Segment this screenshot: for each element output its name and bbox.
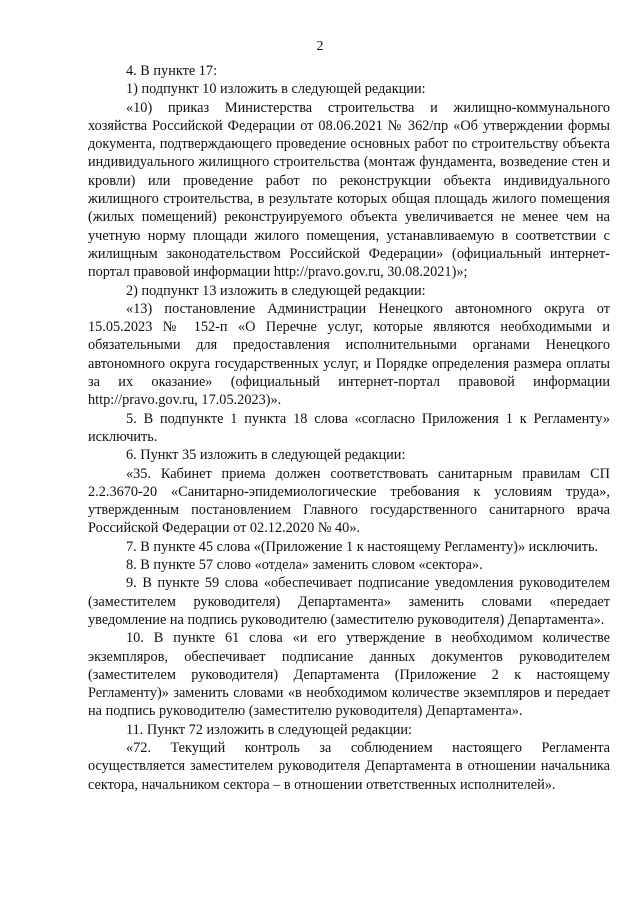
paragraph-item-8: 8. В пункте 57 слово «отдела» заменить словом «сектора». <box>126 557 483 574</box>
paragraph-item-6: 6. Пункт 35 изложить в следующей редакции: <box>126 447 406 464</box>
paragraph-item-4: 4. В пункте 17: <box>126 63 218 79</box>
paragraph-subitem-1: 1) подпункт 10 изложить в следующей редакции: <box>126 81 426 98</box>
paragraph-quote-72: «72. Текущий контроль за соблюдением настоящего Регламента осуществляется заместителем руководителя Департамента в отношении начальника сектора, начальником сектора – в отношении ответственных исполнителей». <box>88 739 610 793</box>
document-body <box>88 62 610 794</box>
paragraph-item-7: 7. В пункте 45 слова «(Приложение 1 к настоящему Регламенту)» исключить. <box>126 538 599 555</box>
paragraph-item-9: 9. В пункте 59 слова «обеспечивает подписание уведомления руководителем (заместителем руководителя) Департамента» заменить словами «передает уведомление на подпись руководителю (заместителю руководителя) Департамента». <box>88 575 610 628</box>
paragraph-quote-35: «35. Кабинет приема должен соответствовать санитарным правилам СП 2.2.3670-20 «Санитарно-эпидемиологические требования к условиям труда», утвержденным постановлением Главного государственного санитарного врача Российской Федерации от 02.12.2020 № 40». <box>88 465 610 537</box>
paragraph-subitem-2: 2) подпункт 13 изложить в следующей редакции: <box>126 282 426 299</box>
page-number: 2 <box>316 39 324 54</box>
paragraph-item-5: 5. В подпункте 1 пункта 18 слова «согласно Приложения 1 к Регламенту» исключить. <box>88 410 610 445</box>
paragraph-quote-13: «13) постановление Администрации Ненецкого автономного округа от 15.05.2023 № 152-п «О Перечне услуг, которые являются необходимыми и обязательными для предоставления исполнительными органами Ненецкого автономного округа государственных услуг, и Порядке определения размера оплаты за их оказание» (официальный интернет-портал правовой информации http://pravo.gov.ru, 17.05.2023)». <box>88 300 610 409</box>
paragraph-item-10: 10. В пункте 61 слова «и его утверждение в необходимом количестве экземпляров, обеспечивает подписание данных документов руководителем (заместителем руководителя) Департамента (Приложение 2 к настоящему Регламенту)» заменить словами «в необходимом количестве экземпляров и передает на подпись руководителю (заместителю руководителя) Департамента». <box>88 630 610 720</box>
paragraph-item-11: 11. Пункт 72 изложить в следующей редакции: <box>126 721 413 738</box>
paragraph-quote-10: «10) приказ Министерства строительства и жилищно-коммунального хозяйства Российской Федерации от 08.06.2021 № 362/пр «Об утверждении формы документа, подтверждающего проведение основных работ по строительству объекта индивидуального жилищного строительства (монтаж фундамента, возведение стен и кровли) или проведение работ по реконструкции объекта индивидуального жилищного строительства, в результате которых общая площадь жилого помещения (жилых помещений) реконструируемого объекта увеличивается не менее чем на учетную норму площади жилого помещения, устанавливаемую в соответствии с жилищным законодательством Российской Федерации» (официальный интернет-портал правовой информации http://pravo.gov.ru, 30.08.2021)»; <box>88 99 610 281</box>
